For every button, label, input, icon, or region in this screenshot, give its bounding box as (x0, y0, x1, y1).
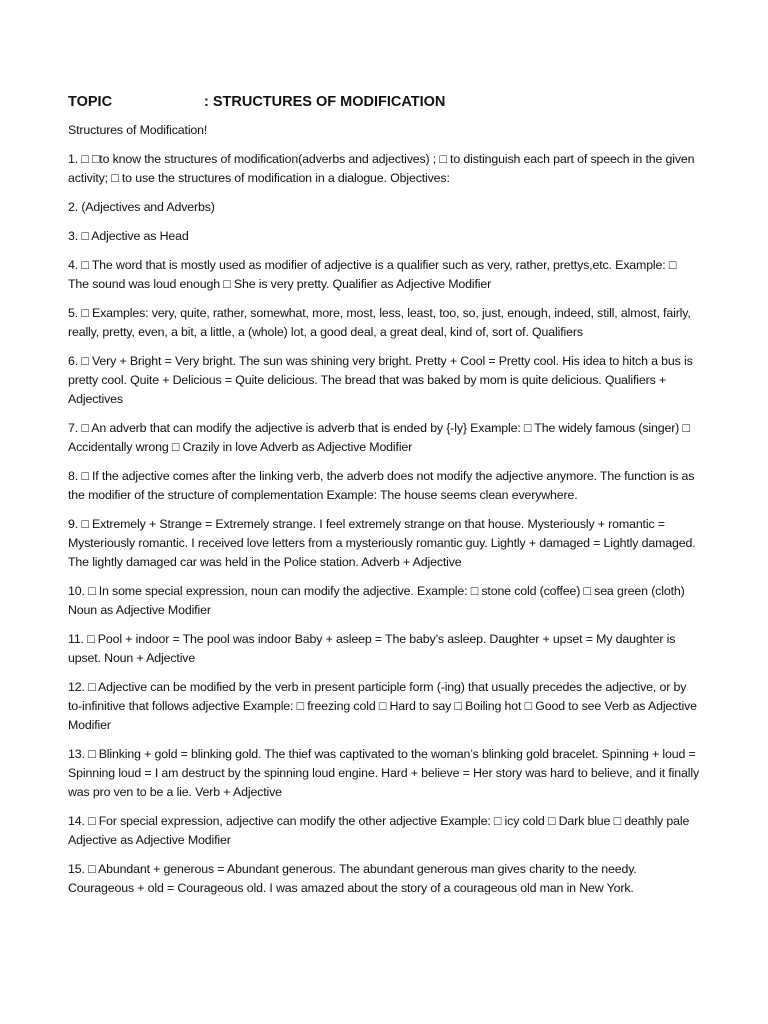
list-item: 12. □ Adjective can be modified by the verb in present participle form (-ing) that usually precedes the adjective, or by to-infinitive that follows adjective Example: □ freezing cold □ Hard to say □ Boiling hot □ Good to see Verb as Adjective Modifier (68, 680, 697, 732)
list-item: 15. □ Abundant + generous = Abundant generous. The abundant generous man gives charity to the needy. Courageous + old = Courageous old. I was amazed about the story of a courageous old man in New York. (68, 862, 637, 895)
list-item: 9. □ Extremely + Strange = Extremely strange. I feel extremely strange on that house. Mysteriously + romantic = Mysteriously romantic. I received love letters from a mysteriously romantic guy. Lightly + damaged = Lightly damaged. The lightly damaged car was held in the Police station. Adverb + Adjective (68, 517, 696, 569)
list-item: 13. □ Blinking + gold = blinking gold. The thief was captivated to the woman’s blinking gold bracelet. Spinning + loud = Spinning loud = I am destruct by the spinning loud engine. Hard + believe = Her story was hard to believe, and it finally was pro ven to be a lie. Verb + Adjective (68, 747, 700, 799)
topic-heading (68, 93, 700, 111)
list-item: 10. □ In some special expression, noun can modify the adjective. Example: □ stone cold (coffee) □ sea green (cloth) Noun as Adjective Modifier (68, 584, 685, 617)
list-item: 11. □ Pool + indoor = The pool was indoor Baby + asleep = The baby’s asleep. Daughter + upset = My daughter is upset. Noun + Adjective (68, 632, 676, 665)
objectives-list (68, 150, 700, 898)
document-subtitle: Structures of Modification! (68, 123, 208, 137)
list-item: 4. □ The word that is mostly used as modifier of adjective is a qualifier such as very, rather, prettys,etc. Example: □ The sound was loud enough □ She is very pretty. Qualifier as Adjective Modifier (68, 258, 677, 291)
list-item: 7. □ An adverb that can modify the adjective is adverb that is ended by {-ly} Example: □ The widely famous (singer) □ Accidentally wrong □ Crazily in love Adverb as Adjective Modifier (68, 421, 690, 454)
topic-title: : STRUCTURES OF MODIFICATION (204, 94, 446, 110)
list-item: 5. □ Examples: very, quite, rather, somewhat, more, most, less, least, too, so, just, enough, indeed, still, almost, fairly, really, pretty, even, a bit, a little, a (whole) lot, a good deal, a great deal, kind of, sort of. Qualifiers (68, 306, 691, 339)
list-item: 1. □ □to know the structures of modification(adverbs and adjectives) ; □ to distinguish each part of speech in the given activity; □ to use the structures of modification in a dialogue. Objectives: (68, 152, 695, 185)
list-item: 6. □ Very + Bright = Very bright. The sun was shining very bright. Pretty + Cool = Pretty cool. His idea to hitch a bus is pretty cool. Quite + Delicious = Quite delicious. The bread that was baked by mom is quite delicious. Qualifiers + Adjectives (68, 354, 693, 406)
topic-label: TOPIC (68, 94, 113, 110)
list-item: 3. □ Adjective as Head (68, 229, 189, 243)
list-item: 14. □ For special expression, adjective can modify the other adjective Example: □ icy cold □ Dark blue □ deathly pale Adjective as Adjective Modifier (68, 814, 690, 847)
list-item: 2. (Adjectives and Adverbs) (68, 200, 215, 214)
list-item: 8. □ If the adjective comes after the linking verb, the adverb does not modify the adjective anymore. The function is as the modifier of the structure of complementation Example: The house seems clean everywhere. (68, 469, 695, 502)
